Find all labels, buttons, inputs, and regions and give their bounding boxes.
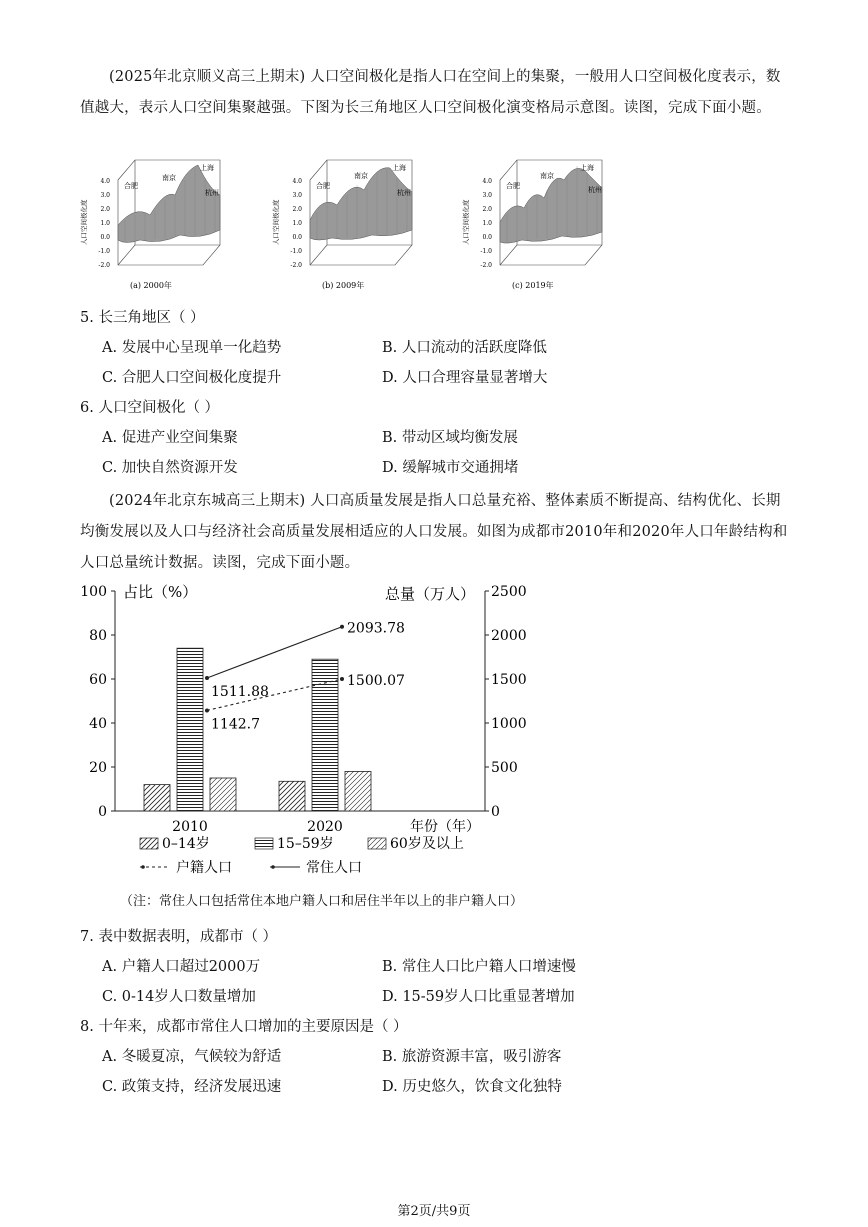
question-6-option-d[interactable]: D. 缓解城市交通拥堵: [382, 460, 519, 476]
right-tick-label: 1000: [491, 716, 527, 732]
point-户籍人口: [205, 708, 209, 712]
right-tick-label: 1500: [491, 672, 527, 688]
y-axis-label: 人口空间极化度: [272, 199, 280, 245]
x-tick-label: 2020: [307, 819, 343, 835]
right-axis-label: 总量（万人）: [385, 585, 476, 603]
left-tick-label: 100: [80, 584, 107, 600]
question-8-option-d[interactable]: D. 历史悠久，饮食文化独特: [382, 1079, 562, 1095]
y-tick: -2.0: [98, 262, 110, 269]
legend-label: 15–59岁: [277, 836, 334, 852]
bar-60岁及以上: [210, 778, 236, 811]
intro-paragraph-1: (2025年北京顺义高三上期末) 人口空间极化是指人口在空间上的集聚，一般用人口空间极化度表示，数值越大，表示人口空间集聚越强。下图为长三角地区人口空间极化演变格局示意图。读图，完成下面小题。: [80, 69, 781, 116]
y-tick: 1.0: [482, 220, 492, 227]
point-户籍人口: [340, 677, 344, 681]
x-tick-label: 2010: [172, 819, 208, 835]
plot-caption: (a) 2000年: [130, 281, 172, 290]
point-常住人口: [205, 676, 209, 680]
right-tick-label: 2500: [491, 584, 527, 600]
surface-plot-2009: [272, 150, 442, 295]
plot-label: 杭州: [588, 186, 602, 194]
legend-label: 户籍人口: [176, 860, 232, 876]
question-8-option-b[interactable]: B. 旅游资源丰富，吸引游客: [382, 1049, 562, 1065]
bar-15–59岁: [312, 659, 338, 811]
left-tick-label: 0: [98, 804, 107, 820]
surface-plot-2019: [462, 150, 632, 295]
y-axis-label: 人口空间极化度: [462, 199, 470, 245]
chart-note: （注：常住人口包括常住本地户籍人口和居住半年以上的非户籍人口）: [120, 894, 524, 909]
y-tick: 3.0: [482, 192, 492, 199]
plot-label: 合肥: [506, 182, 520, 190]
question-7-option-a[interactable]: A. 户籍人口超过2000万: [102, 959, 261, 975]
legend-label: 60岁及以上: [390, 836, 464, 852]
data-label: 1142.7: [211, 716, 260, 733]
plot-label: 上海: [392, 164, 406, 172]
point-常住人口: [340, 625, 344, 629]
legend-point: [141, 865, 145, 869]
data-label: 1511.88: [211, 683, 269, 700]
left-tick-label: 60: [89, 672, 107, 688]
y-tick: 0.0: [292, 234, 302, 241]
question-6-option-b[interactable]: B. 带动区域均衡发展: [382, 430, 518, 446]
left-tick-label: 40: [89, 716, 107, 732]
left-tick-label: 20: [89, 760, 107, 776]
plot-label: 合肥: [124, 182, 138, 190]
bar-15–59岁: [177, 648, 203, 811]
question-8-option-a[interactable]: A. 冬暖夏凉，气候较为舒适: [102, 1049, 282, 1065]
y-tick: -2.0: [480, 262, 492, 269]
right-tick-label: 500: [491, 760, 518, 776]
legend-swatch: [368, 838, 386, 849]
question-5-stem: 5. 长三角地区（ ）: [80, 310, 205, 326]
question-7-stem: 7. 表中数据表明，成都市（ ）: [80, 929, 278, 945]
legend-label: 常住人口: [306, 860, 362, 876]
left-tick-label: 80: [89, 628, 107, 644]
y-tick: -2.0: [290, 262, 302, 269]
question-5-option-a[interactable]: A. 发展中心呈现单一化趋势: [102, 340, 282, 356]
intro-paragraph-2: (2024年北京东城高三上期末) 人口高质量发展是指人口总量充裕、整体素质不断提高、结构优化、长期均衡发展以及人口与经济社会高质量发展相适应的人口发展。如图为成都市2010年和2020年人口年龄结构和人口总量统计数据。读图，完成下面小题。: [80, 493, 788, 571]
y-tick: 2.0: [292, 206, 302, 213]
plot-caption: (c) 2019年: [512, 281, 554, 290]
y-tick: 3.0: [292, 192, 302, 199]
bar-60岁及以上: [345, 771, 371, 811]
y-tick: 1.0: [292, 220, 302, 227]
y-tick: 0.0: [100, 234, 110, 241]
question-5-option-d[interactable]: D. 人口合理容量显著增大: [382, 370, 548, 386]
legend-swatch: [140, 838, 158, 849]
plot-label: 上海: [200, 164, 214, 172]
question-7-option-d[interactable]: D. 15-59岁人口比重显著增加: [382, 989, 575, 1005]
legend-point: [271, 865, 275, 869]
plot-label: 南京: [162, 174, 176, 182]
plot-label: 杭州: [397, 189, 411, 197]
y-tick: 4.0: [482, 178, 492, 185]
legend-swatch: [255, 838, 273, 849]
y-tick: 2.0: [482, 206, 492, 213]
plot-label: 南京: [540, 172, 554, 180]
question-6-stem: 6. 人口空间极化（ ）: [80, 400, 220, 416]
question-7-option-b[interactable]: B. 常住人口比户籍人口增速慢: [382, 959, 576, 975]
y-tick: -1.0: [290, 248, 302, 255]
plot-caption: (b) 2009年: [322, 281, 365, 290]
y-tick: 3.0: [100, 192, 110, 199]
surface-plot-2000: [80, 150, 250, 295]
y-tick: 0.0: [482, 234, 492, 241]
question-5-option-b[interactable]: B. 人口流动的活跃度降低: [382, 340, 547, 356]
plot-label: 杭州: [205, 189, 219, 197]
y-axis-label: 人口空间极化度: [80, 199, 88, 245]
question-8-stem: 8. 十年来，成都市常住人口增加的主要原因是（ ）: [80, 1019, 408, 1035]
y-tick: -1.0: [480, 248, 492, 255]
y-tick: 2.0: [100, 206, 110, 213]
left-axis-label: 占比（%）: [123, 583, 198, 601]
question-6-option-c[interactable]: C. 加快自然资源开发: [102, 460, 238, 476]
data-label: 2093.78: [347, 620, 405, 637]
right-tick-label: 0: [491, 804, 500, 820]
plot-label: 合肥: [316, 182, 330, 190]
data-label: 1500.07: [347, 672, 405, 689]
page-footer: 第2页/共9页: [397, 1204, 471, 1219]
x-axis-label: 年份（年）: [410, 819, 480, 835]
question-8-option-c[interactable]: C. 政策支持，经济发展迅速: [102, 1079, 282, 1095]
bar-0–14岁: [144, 785, 170, 811]
right-tick-label: 2000: [491, 628, 527, 644]
y-tick: 4.0: [100, 178, 110, 185]
y-tick: -1.0: [98, 248, 110, 255]
legend-label: 0–14岁: [162, 836, 210, 852]
y-tick: 4.0: [292, 178, 302, 185]
plot-label: 上海: [580, 164, 594, 172]
question-7-option-c[interactable]: C. 0-14岁人口数量增加: [102, 989, 256, 1005]
plot-label: 南京: [354, 172, 368, 180]
question-5-option-c[interactable]: C. 合肥人口空间极化度提升: [102, 370, 282, 386]
population-chart: [70, 575, 540, 890]
y-tick: 1.0: [100, 220, 110, 227]
bar-0–14岁: [279, 781, 305, 811]
question-6-option-a[interactable]: A. 促进产业空间集聚: [102, 430, 238, 446]
